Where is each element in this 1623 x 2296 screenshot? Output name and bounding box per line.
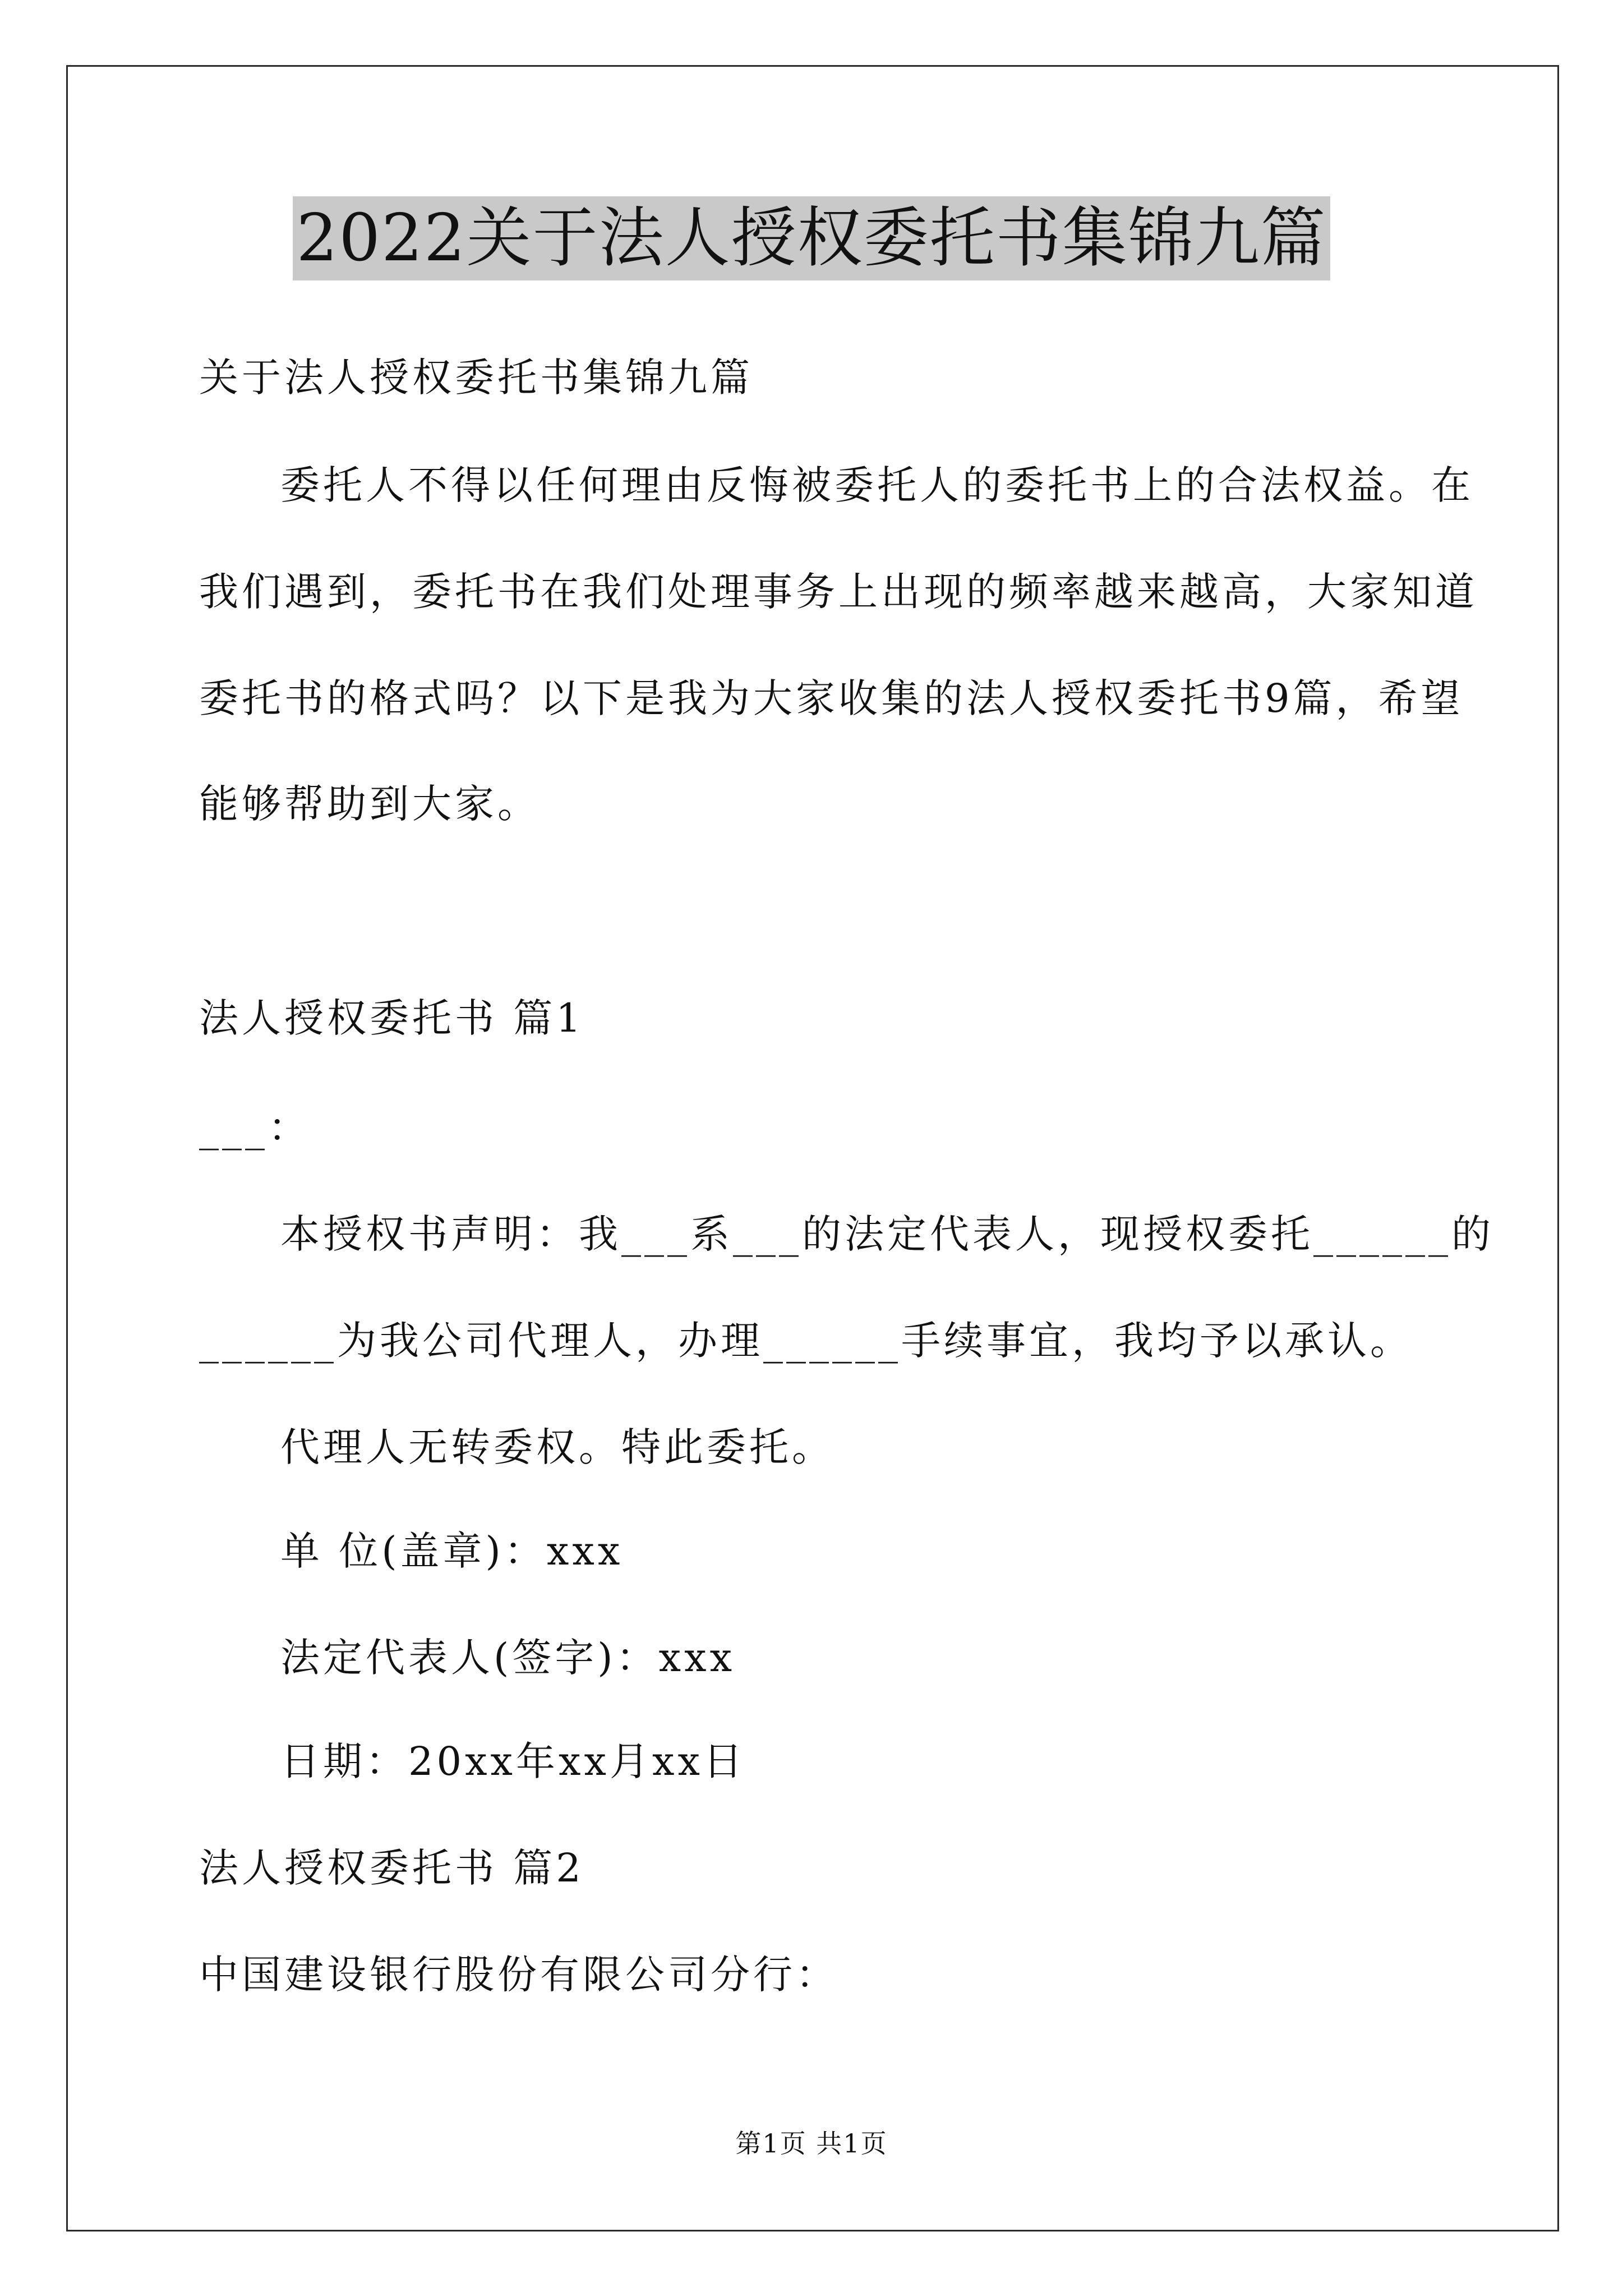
- intro-line-4: 能够帮助到大家。: [199, 781, 540, 827]
- section-1-heading: 法人授权委托书 篇1: [199, 995, 584, 1041]
- section-1-salutation: ___：: [199, 1105, 311, 1151]
- document-title: 2022关于法人授权委托书集锦九篇: [293, 196, 1330, 280]
- section-1-statement-line-2: ______为我公司代理人，办理______手续事宜，我均予以承认。: [199, 1318, 1413, 1364]
- intro-line-3: 委托书的格式吗？以下是我为大家收集的法人授权委托书9篇，希望: [199, 675, 1464, 721]
- page-footer: 第1页 共1页: [735, 2128, 888, 2159]
- section-2-heading: 法人授权委托书 篇2: [199, 1845, 584, 1891]
- document-title-container: [0, 196, 1623, 280]
- section-2-addressee: 中国建设银行股份有限公司分行：: [199, 1952, 838, 1998]
- intro-line-1: 委托人不得以任何理由反悔被委托人的委托书上的合法权益。在: [280, 462, 1474, 508]
- document-subtitle: 关于法人授权委托书集锦九篇: [199, 355, 753, 401]
- section-1-date: 日期：20xx年xx月xx日: [280, 1738, 746, 1784]
- section-1-legal-representative: 法定代表人(签字)：xxx: [280, 1635, 736, 1681]
- intro-line-2: 我们遇到，委托书在我们处理事务上出现的频率越来越高，大家知道: [199, 569, 1478, 615]
- section-1-unit-seal: 单 位(盖章)：xxx: [280, 1528, 624, 1574]
- section-1-statement-line-1: 本授权书声明：我___系___的法定代表人，现授权委托______的: [280, 1211, 1494, 1257]
- section-1-no-transfer: 代理人无转委权。特此委托。: [280, 1424, 834, 1470]
